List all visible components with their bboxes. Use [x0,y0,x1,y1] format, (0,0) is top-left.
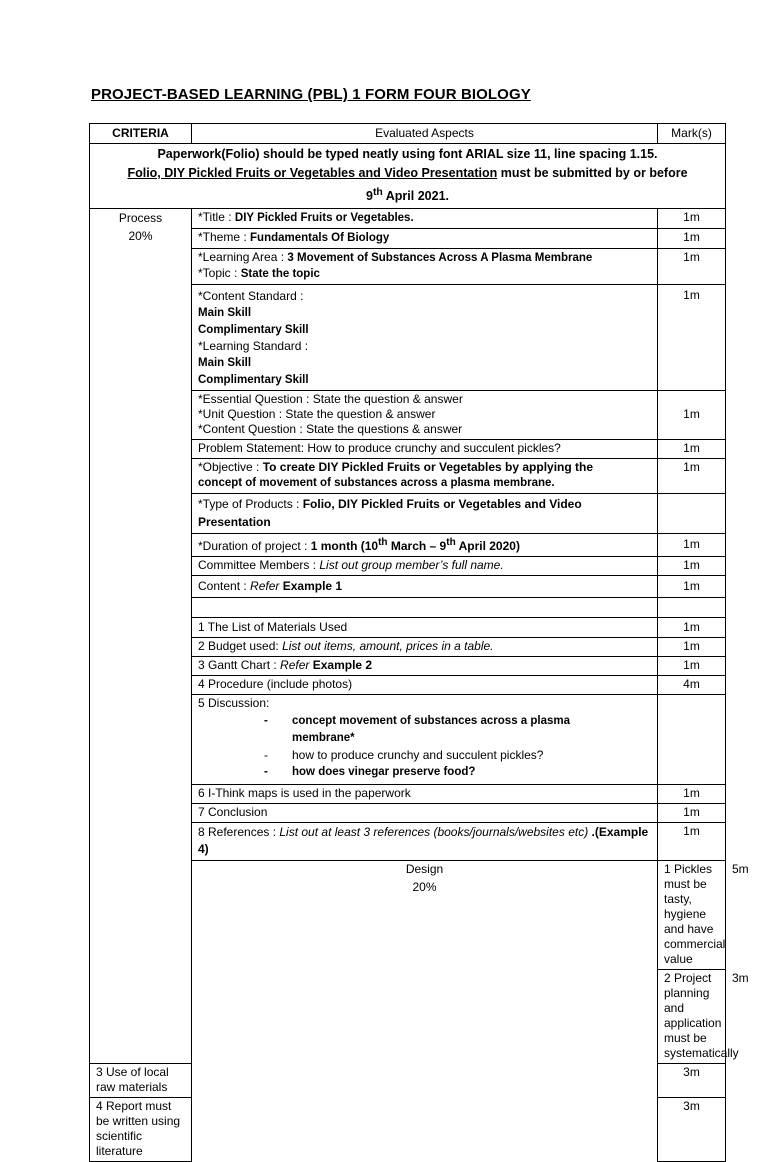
rubric-table [89,123,749,1162]
aspects-header: Evaluated Aspects [192,124,658,144]
main-skill: Main Skill [198,307,252,320]
duration-suffix-1: th [378,537,388,549]
questions-mark: 1m [658,391,726,440]
products-label: *Type of Products : [198,497,303,512]
materials-mark: 1m [658,618,726,638]
title-value: DIY Pickled Fruits or Vegetables. [234,212,414,225]
references-mark: 1m [658,823,726,861]
note-underlined-items: Folio, DIY Pickled Fruits or Vegetables and Video Presentation [127,166,498,180]
content-label: Content : [198,579,251,594]
learning-area-aspect [192,249,658,285]
title-aspect [192,209,658,229]
empty-aspect [192,598,658,618]
products-mark [658,494,726,534]
content-example: Example 1 [282,579,343,594]
content-mark: 1m [658,576,726,598]
title-mark: 1m [658,209,726,229]
list-item: - concept movement of substances across a plasma membrane* [264,713,651,747]
budget-mark: 1m [658,638,726,657]
duration-end: April 2020) [455,539,520,554]
note-line-1: Paperwork(Folio) should be typed neatly using font ARIAL size 11, line spacing 1.15. [157,147,658,161]
budget-value: List out items, amount, prices in a table. [282,639,494,654]
references-value: List out at least 3 references (books/journals/websites etc) [279,825,589,840]
gantt-example: Example 2 [312,658,373,673]
problem-mark: 1m [658,440,726,459]
theme-mark: 1m [658,229,726,249]
conclusion-mark: 1m [658,804,726,823]
design-mark-4: 3m [658,1098,726,1162]
committee-value: List out group member’s full name. [319,558,504,573]
committee-label: Committee Members : [198,558,320,573]
table-row: 2 Project planning and application must be systematically 3m [90,970,726,1064]
empty-mark [658,598,726,618]
ithink-mark: 1m [658,785,726,804]
content-aspect [192,576,658,598]
content-refer: Refer [250,579,283,594]
gantt-aspect [192,657,658,676]
theme-aspect [192,229,658,249]
duration-label: *Duration of project : [198,539,311,554]
objective-value-2: concept of movement of substances across a plasma membrane. [198,477,555,490]
conclusion-aspect: 7 Conclusion [192,804,658,823]
note-day-suffix: th [372,187,383,198]
products-value-2: Presentation [198,515,271,530]
process-weight: 20% [128,229,153,244]
ithink-aspect: 6 I-Think maps is used in the paperwork [192,785,658,804]
process-criteria-cell [90,209,192,1064]
complimentary-skill: Complimentary Skill [198,324,309,337]
discussion-aspect [192,695,658,785]
references-example: .(Example 4) [198,825,649,857]
unit-question: *Unit Question : State the question & answer [198,407,436,422]
content-standard-label: *Content Standard : [198,289,304,304]
note-line-3-rest: April 2021. [382,189,450,204]
note-line-2-rest: must be submitted by or before [497,166,688,180]
procedure-mark: 4m [658,676,726,695]
gantt-refer: Refer [280,658,313,673]
problem-statement: Problem Statement: How to produce crunchy and succulent pickles? [192,440,658,459]
products-aspect [192,494,658,534]
submission-note-row [90,144,726,209]
duration-start: 1 month (10 [310,539,379,554]
topic-label: *Topic : [198,266,241,281]
procedure-aspect: 4 Procedure (include photos) [192,676,658,695]
list-item: - how to produce crunchy and succulent pickles? [264,747,651,764]
budget-label: 2 Budget used: [198,639,283,654]
design-aspect-2: 2 Project planning and application must be systematically [658,970,726,1064]
essential-question: *Essential Question : State the question & answer [198,392,463,407]
note-day: 9 [365,189,373,204]
discussion-list [264,713,651,781]
page-title: PROJECT-BASED LEARNING (PBL) 1 FORM FOUR BIOLOGY [91,86,531,103]
budget-aspect [192,638,658,657]
main-skill-2: Main Skill [198,357,252,370]
table-header-row [90,124,726,144]
references-aspect [192,823,658,861]
design-aspect-1: 1 Pickles must be tasty, hygiene and have commercial value [658,861,726,970]
questions-aspect [192,391,658,440]
marks-header: Mark(s) [658,124,726,144]
duration-aspect [192,534,658,557]
submission-note [90,144,726,209]
title-label: *Title : [198,210,235,225]
discussion-label: 5 Discussion: [198,696,270,711]
objective-value-1: To create DIY Pickled Fruits or Vegetables by applying the [262,460,594,475]
criteria-header: CRITERIA [90,124,192,144]
table-row: Design 20% 1 Pickles must be tasty, hygiene and have commercial value 5m [90,861,726,970]
objective-label: *Objective : [198,460,263,475]
design-mark-3: 3m [658,1064,726,1098]
duration-mark: 1m [658,534,726,557]
objective-aspect [192,459,658,494]
list-item: - how does vinegar preserve food? [264,764,651,781]
products-value-1: Folio, DIY Pickled Fruits or Vegetables and Video [302,497,582,512]
duration-middle: March – 9 [387,539,447,554]
objective-mark: 1m [658,459,726,494]
design-weight: 20% [412,880,437,895]
duration-suffix-2: th [446,537,456,549]
table-row [90,209,726,229]
topic-value: State the topic [240,268,320,281]
materials-aspect: 1 The List of Materials Used [192,618,658,638]
design-aspect-3: 3 Use of local raw materials [90,1064,192,1098]
standards-aspect [192,285,658,391]
process-label: Process [118,211,163,226]
learning-standard-label: *Learning Standard : [198,339,309,354]
theme-label: *Theme : [198,230,251,245]
theme-value: Fundamentals Of Biology [250,232,390,245]
design-criteria-cell [192,861,658,1162]
references-label: 8 References : [198,825,280,840]
design-aspect-4: 4 Report must be written using scientific literature [90,1098,192,1162]
committee-mark: 1m [658,557,726,576]
content-question: *Content Question : State the questions & answer [198,422,463,437]
standards-mark: 1m [658,285,726,391]
committee-aspect [192,557,658,576]
complimentary-skill-2: Complimentary Skill [198,374,309,387]
area-value: 3 Movement of Substances Across A Plasma Membrane [287,252,593,265]
gantt-label: 3 Gantt Chart : [198,658,281,673]
gantt-mark: 1m [658,657,726,676]
discussion-mark [658,695,726,785]
design-label: Design [405,862,444,877]
area-label: *Learning Area : [198,250,288,265]
area-mark: 1m [658,249,726,285]
